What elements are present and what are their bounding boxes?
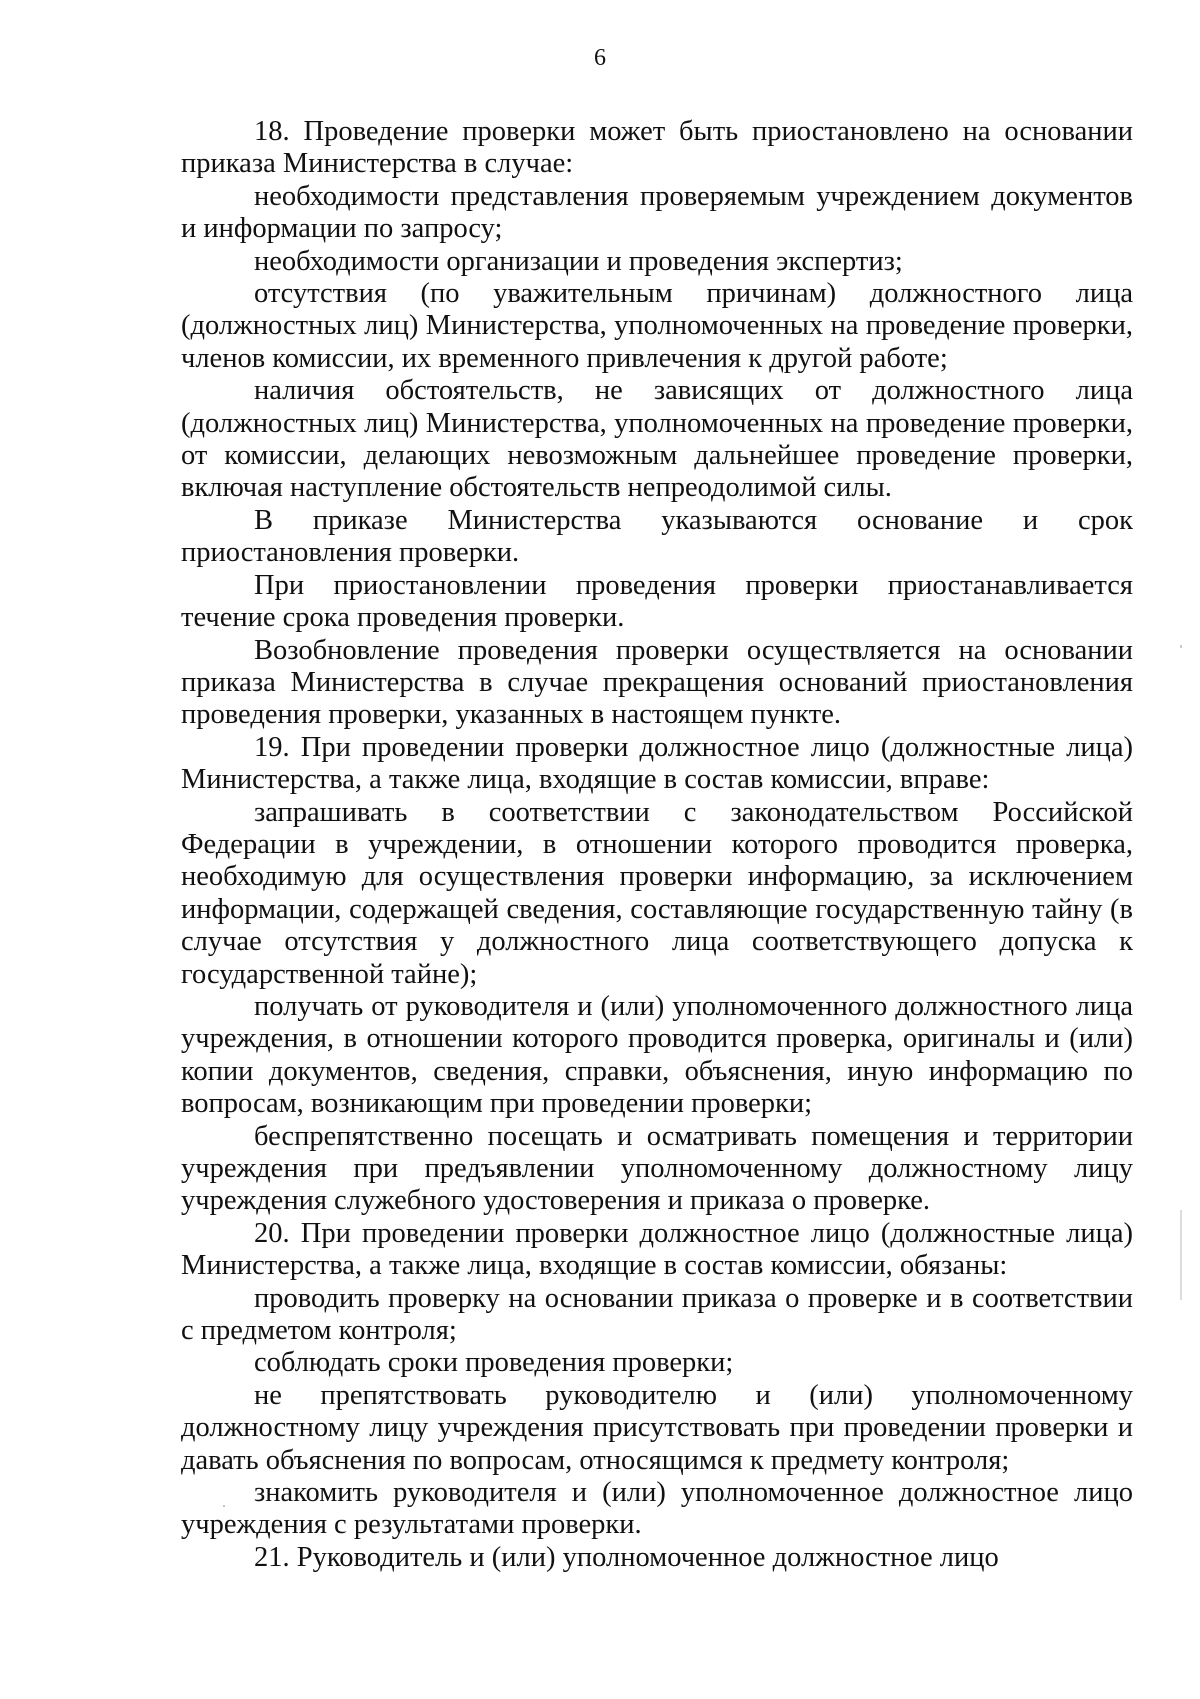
scan-artifact	[1180, 645, 1182, 648]
paragraph-18-intro: 18. Проведение проверки может быть приостановлено на основании приказа Министерства в случае:	[181, 116, 1133, 180]
paragraph-21-intro: 21. Руководитель и (или) уполномоченное должностное лицо	[254, 1541, 999, 1573]
paragraph-text: При приостановлении проведения проверки приостанавливается течение срока проведения проверки.	[181, 569, 1133, 634]
page-number: 6	[594, 45, 606, 71]
paragraph-item: наличия обстоятельств, не зависящих от должностного лица (должностных лиц) Министерства, уполномоченных на проведение проверки, от комиссии, делающих невозможным дальнейшее проведение проверки, включая наступление обстоятельств непреодолимой силы.	[181, 375, 1133, 504]
scan-artifact	[223, 1505, 225, 1507]
paragraph-text: В приказе Министерства указываются основание и срок приостановления проверки.	[181, 504, 1133, 569]
paragraph-text: Возобновление проведения проверки осуществляется на основании приказа Министерства в случае прекращения оснований приостановления проведения проверки, указанных в настоящем пункте.	[181, 634, 1133, 731]
paragraph-item: проводить проверку на основании приказа о проверке и в соответствии с предметом контроля;	[181, 1282, 1133, 1347]
document-body	[181, 116, 1133, 1574]
scan-artifact	[1180, 1210, 1182, 1300]
paragraph-item: запрашивать в соответствии с законодательством Российской Федерации в учреждении, в отношении которого проводится проверка, необходимую для осуществления проверки информацию, за исключением информации, содержащей сведения, составляющие государственную тайну (в случае отсутствия у должностного лица соответствующего допуска к государственной тайне);	[181, 796, 1133, 990]
paragraph-20-intro: 20. При проведении проверки должностное лицо (должностные лица) Министерства, а также лица, входящие в состав комиссии, обязаны:	[181, 1217, 1133, 1282]
paragraph-item: получать от руководителя и (или) уполномоченного должностного лица учреждения, в отношении которого проводится проверка, оригиналы и (или) копии документов, сведения, справки, объяснения, иную информацию по вопросам, возникающим при проведении проверки;	[181, 990, 1133, 1120]
paragraph-item: беспрепятственно посещать и осматривать помещения и территории учреждения при предъявлении уполномоченному должностному лицу учреждения служебного удостоверения и приказа о проверке.	[181, 1120, 1133, 1217]
paragraph-item: необходимости представления проверяемым учреждением документов и информации по запросу;	[181, 180, 1133, 245]
paragraph-19-intro: 19. При проведении проверки должностное лицо (должностные лица) Министерства, а также лица, входящие в состав комиссии, вправе:	[181, 731, 1133, 796]
paragraph-item: знакомить руководителя и (или) уполномоченное должностное лицо учреждения с результатами проверки.	[181, 1477, 1133, 1541]
paragraph-item: отсутствия (по уважительным причинам) должностного лица (должностных лиц) Министерства, уполномоченных на проведение проверки, членов комиссии, их временного привлечения к другой работе;	[181, 278, 1133, 374]
paragraph-item: соблюдать сроки проведения проверки;	[254, 1347, 734, 1379]
paragraph-item: не препятствовать руководителю и (или) уполномоченному должностному лицу учреждения присутствовать при проведении проверки и давать объяснения по вопросам, относящимся к предмету контроля;	[181, 1379, 1133, 1476]
paragraph-item: необходимости организации и проведения экспертиз;	[254, 245, 903, 277]
